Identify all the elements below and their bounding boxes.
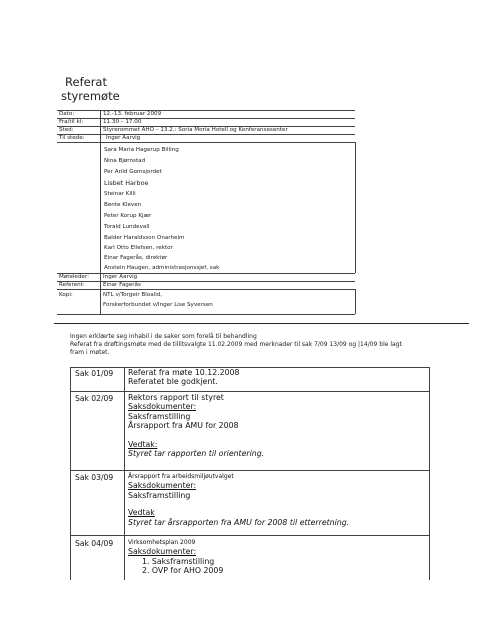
saksdok-item: Saksframstilling xyxy=(128,490,191,500)
attendee: Peter Korup Kjær xyxy=(104,213,152,219)
attendee: Inger Aarvig xyxy=(106,135,141,141)
attendee: Balder Haraldsson Onarheim xyxy=(104,235,185,241)
meta-rule xyxy=(57,289,355,290)
kopi-value: NTL v/Torgeir Bloalid, xyxy=(103,292,163,298)
sted-label: Sted: xyxy=(59,127,74,133)
attendee: Nina Bjørnstad xyxy=(104,158,146,164)
title-line-1: Referat xyxy=(65,75,107,89)
saker-border xyxy=(429,367,430,580)
document-title xyxy=(61,75,120,103)
saksdok-label: Saksdokumenter: xyxy=(128,547,197,557)
meta-rule xyxy=(57,110,355,111)
saksdok-label: Saksdokumenter: xyxy=(128,402,197,412)
fratil-value: 11.30 – 17.00 xyxy=(103,119,142,125)
intro-line: Referat fra drøftingsmøte med de tillitsvalgte 11.02.2009 med merknader til sak 7/09 13/09 og |14/09 ble lagt xyxy=(70,341,402,348)
attendee: Torald Lundevall xyxy=(104,224,150,230)
meta-rule xyxy=(57,273,355,274)
intro-line: Ingen erklærte seg inhabil i de saker som forelå til behandling xyxy=(70,333,257,340)
sak-line: Referatet ble godkjent. xyxy=(128,377,218,387)
saksdok-item: Saksframstilling xyxy=(128,411,191,421)
tilstede-label: Til stede: xyxy=(59,135,85,141)
attendee: Lisbet Harboe xyxy=(104,179,149,187)
vedtak-text: Styret tar rapporten til orientering. xyxy=(128,449,265,459)
sak-content xyxy=(128,472,349,527)
attendee: Einar Fagerås, direktør xyxy=(104,255,168,261)
attendee: Sara Maria Hagerup Billing xyxy=(104,147,179,153)
moteleder-value: Inger Aarvig xyxy=(103,274,138,280)
meta-right-border xyxy=(355,142,356,273)
sak-label: Sak 04/09 xyxy=(75,539,114,548)
saksdok-label: Saksdokumenter: xyxy=(128,481,197,491)
kopi-value: Forskerforbundet v/Inger Lise Syversen xyxy=(103,302,213,308)
sak-label: Sak 03/09 xyxy=(75,473,114,482)
sak-content xyxy=(128,393,264,458)
dato-label: Dato: xyxy=(59,111,75,117)
attendee: Anstein Haugen, administrasjonssjef, sak xyxy=(104,265,220,271)
list-item: 1. Saksframstilling xyxy=(142,556,215,566)
sted-value: Styrerommet AHO – 13.2.: Soria Moria Hotell og Konferansesenter xyxy=(103,127,288,133)
meta-rule xyxy=(57,118,355,119)
fratil-label: Fra/til kl: xyxy=(59,119,84,125)
referent-value: Einar Fagerås xyxy=(103,282,141,288)
sak-label: Sak 02/09 xyxy=(75,394,114,403)
saksdok-item: Årsrapport fra AMU for 2008 xyxy=(128,421,239,431)
moteleder-label: Møteleder: xyxy=(59,274,89,280)
vedtak-label: Vedtak: xyxy=(128,439,158,449)
sak-label: Sak 01/09 xyxy=(75,369,114,378)
attendee: Per Arild Gomsjordet xyxy=(104,169,162,175)
sak-title: Årsrapport fra arbeidsmiljøutvalget xyxy=(128,473,234,480)
sak-title: Rektors rapport til styret xyxy=(128,393,224,402)
section-divider xyxy=(54,323,469,324)
sak-content xyxy=(128,538,223,576)
meta-rule xyxy=(57,142,355,143)
meta-rule xyxy=(57,281,355,282)
saker-col-divider xyxy=(124,367,125,580)
meta-right-border xyxy=(355,289,356,314)
referent-label: Referent: xyxy=(59,282,85,288)
kopi-label: Kopi: xyxy=(59,292,73,298)
vedtak-label: Vedtak xyxy=(128,508,155,518)
list-item: 2. OVP for AHO 2009 xyxy=(142,566,224,576)
sak-title: Virksomhetsplan 2009 xyxy=(128,539,196,546)
attendee: Karl Otto Ellefsen, rektor xyxy=(104,245,173,251)
title-line-2: styremøte xyxy=(61,89,120,103)
sak-title: Referat fra møte 10.12.2008 xyxy=(128,368,240,377)
attendee: Steinar Killi xyxy=(104,191,136,197)
intro-line: fram i møtet. xyxy=(70,349,110,356)
meta-col-divider xyxy=(100,110,101,314)
saker-border xyxy=(70,367,71,580)
sak-content xyxy=(128,368,239,387)
attendee: Bente Kleven xyxy=(104,202,142,208)
meta-rule xyxy=(57,314,355,315)
vedtak-text: Styret tar årsrapporten fra AMU for 2008 til etterretning. xyxy=(128,517,350,527)
dato-value: 12.-13. februar 2009 xyxy=(103,111,162,117)
